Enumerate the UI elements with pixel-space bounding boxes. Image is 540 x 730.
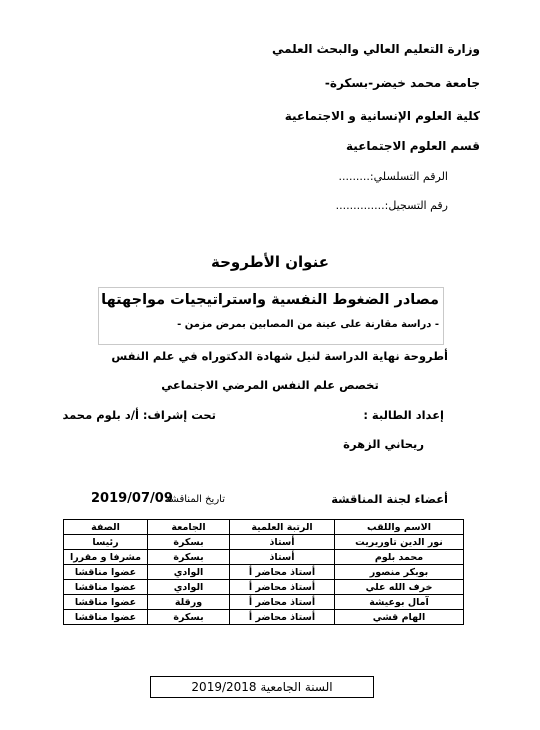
table-cell: الوادي xyxy=(148,580,230,595)
department-name: قسم العلوم الاجتماعية xyxy=(346,139,480,153)
table-cell: أستاذ xyxy=(230,550,335,565)
specialty-line: تخصص علم النفس المرضي الاجتماعي xyxy=(161,378,379,392)
committee-heading: أعضاء لجنة المناقشة xyxy=(331,492,448,506)
table-cell: عضوا مناقشا xyxy=(64,595,148,610)
academic-year-box xyxy=(150,676,374,698)
table-cell: مشرفا و مقررا xyxy=(64,550,148,565)
student-name: ريحاني الزهرة xyxy=(343,437,424,451)
table-cell: عضوا مناقشا xyxy=(64,565,148,580)
table-header-row xyxy=(64,520,464,535)
defense-date: 2019/07/09 xyxy=(91,491,173,506)
thesis-title: مصادر الضغوط النفسية واستراتيجيات مواجهتها xyxy=(101,292,439,308)
table-cell: نور الدين تاوريريت xyxy=(335,535,464,550)
table-row xyxy=(64,595,464,610)
academic-year: السنة الجامعية 2019/2018 xyxy=(191,680,333,694)
column-header: الجامعة xyxy=(148,520,230,535)
table-row xyxy=(64,580,464,595)
committee-table xyxy=(63,519,464,625)
university-name: جامعة محمد خيضر-بسكرة- xyxy=(324,76,480,90)
column-header: الرتبة العلمية xyxy=(230,520,335,535)
thesis-title-box xyxy=(98,287,444,345)
table-row xyxy=(64,610,464,625)
ministry-name: وزارة التعليم العالي والبحث العلمي xyxy=(271,42,480,56)
thesis-heading: عنوان الأطروحة xyxy=(211,253,329,271)
defense-date-label: تاريخ المناقشة xyxy=(165,494,225,505)
table-cell: رئيسا xyxy=(64,535,148,550)
student-label: إعداد الطالبة : xyxy=(363,408,444,422)
table-cell: الوادي xyxy=(148,565,230,580)
column-header: الاسم واللقب xyxy=(335,520,464,535)
thesis-subtitle: - دراسة مقارنة على عينة من المصابين بمرض مزمن - xyxy=(177,319,439,330)
table-cell: أستاذ محاضر أ xyxy=(230,565,335,580)
table-cell: ورقلة xyxy=(148,595,230,610)
table-cell: عضوا مناقشا xyxy=(64,610,148,625)
table-cell: بسكرة xyxy=(148,535,230,550)
table-cell: الهام قشي xyxy=(335,610,464,625)
table-cell: بسكرة xyxy=(148,550,230,565)
table-cell: عضوا مناقشا xyxy=(64,580,148,595)
table-cell: أستاذ xyxy=(230,535,335,550)
degree-line: أطروحة نهاية الدراسة لنيل شهادة الدكتوراه في علم النفس xyxy=(111,349,448,363)
table-row xyxy=(64,535,464,550)
table-cell: بسكرة xyxy=(148,610,230,625)
table-cell: محمد بلوم xyxy=(335,550,464,565)
table-cell: خرف الله علي xyxy=(335,580,464,595)
table-row xyxy=(64,550,464,565)
table-cell: أستاذ محاضر أ xyxy=(230,580,335,595)
faculty-name: كلية العلوم الإنسانية و الاجتماعية xyxy=(284,109,480,123)
table-cell: أستاذ محاضر أ xyxy=(230,595,335,610)
column-header: الصفة xyxy=(64,520,148,535)
table-cell: أستاذ محاضر أ xyxy=(230,610,335,625)
serial-number-field: الرقم التسلسلي:......... xyxy=(338,170,448,183)
table-cell: آمال بوعيشة xyxy=(335,595,464,610)
registration-number-field: رقم التسجيل:.............. xyxy=(335,199,448,212)
table-row xyxy=(64,565,464,580)
table-cell: بوبكر منصور xyxy=(335,565,464,580)
supervisor-line: تحت إشراف: أ/د بلوم محمد xyxy=(62,408,216,422)
